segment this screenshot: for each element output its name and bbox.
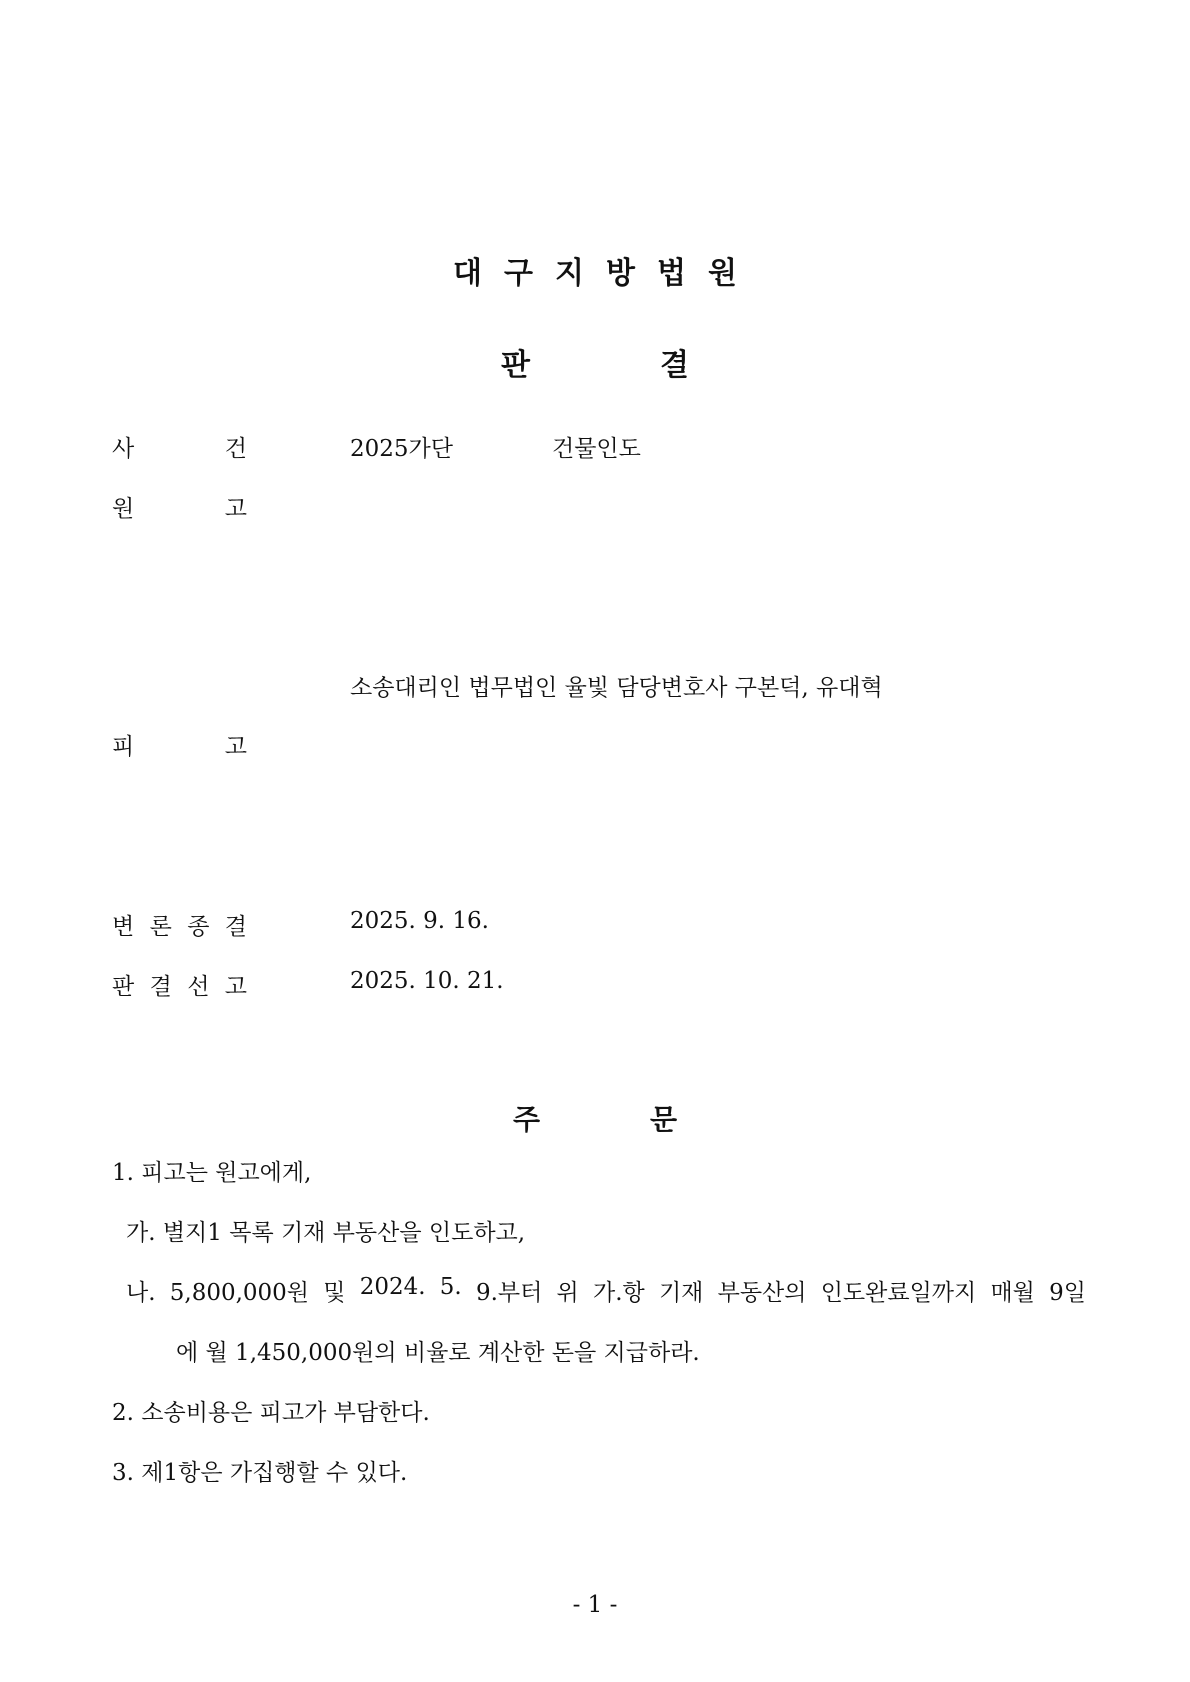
case-name-value: 건물인도	[552, 436, 641, 462]
order-word: 5.	[439, 1274, 462, 1300]
order-word: 기재	[658, 1280, 704, 1306]
order-subitem-continuation: 에 월 1,450,000원의 비율로 계산한 돈을 지급하라.	[176, 1340, 700, 1366]
order-item: 2. 소송비용은 피고가 부담한다.	[112, 1400, 430, 1426]
document-type-title	[0, 340, 1190, 384]
defendant-label: 피 고	[112, 734, 247, 760]
judgment-date-value: 2025. 10. 21.	[350, 968, 504, 994]
hearing-closed-date: 2025. 9. 16.	[350, 908, 489, 934]
order-word: 위	[556, 1280, 579, 1306]
order-word: 가.항	[592, 1280, 645, 1306]
case-number-label: 사 건	[112, 436, 247, 462]
order-item: 3. 제1항은 가집행할 수 있다.	[112, 1460, 408, 1486]
plaintiff-label: 원 고	[112, 496, 247, 522]
order-word: 나.	[126, 1280, 156, 1306]
order-subitem	[126, 1274, 1086, 1307]
document-type-char: 판	[501, 348, 530, 383]
hearing-closed-label: 변 론 종 결	[112, 914, 247, 940]
order-word: 9.부터	[475, 1280, 543, 1306]
judgment-date-label: 판 결 선 고	[112, 974, 247, 1000]
order-word: 5,800,000원	[169, 1280, 310, 1306]
case-number-value: 2025가단	[350, 436, 453, 462]
order-section-title: 주 문	[512, 1103, 678, 1136]
order-subitem: 가. 별지1 목록 기재 부동산을 인도하고,	[126, 1220, 526, 1246]
order-word: 2024.	[359, 1274, 426, 1300]
order-word: 9일	[1049, 1280, 1086, 1306]
court-name: 대구지방법원	[453, 256, 759, 291]
order-word: 매월	[990, 1280, 1035, 1306]
order-word: 및	[323, 1280, 346, 1306]
order-word: 인도완료일까지	[820, 1280, 977, 1306]
document-type-char: 결	[660, 348, 689, 383]
order-word: 부동산의	[717, 1280, 807, 1306]
plaintiff-attorney: 소송대리인 법무법인 율빛 담당변호사 구본덕, 유대혁	[350, 675, 883, 701]
page-number: - 1 -	[572, 1592, 618, 1618]
order-item: 1. 피고는 원고에게,	[112, 1160, 312, 1186]
